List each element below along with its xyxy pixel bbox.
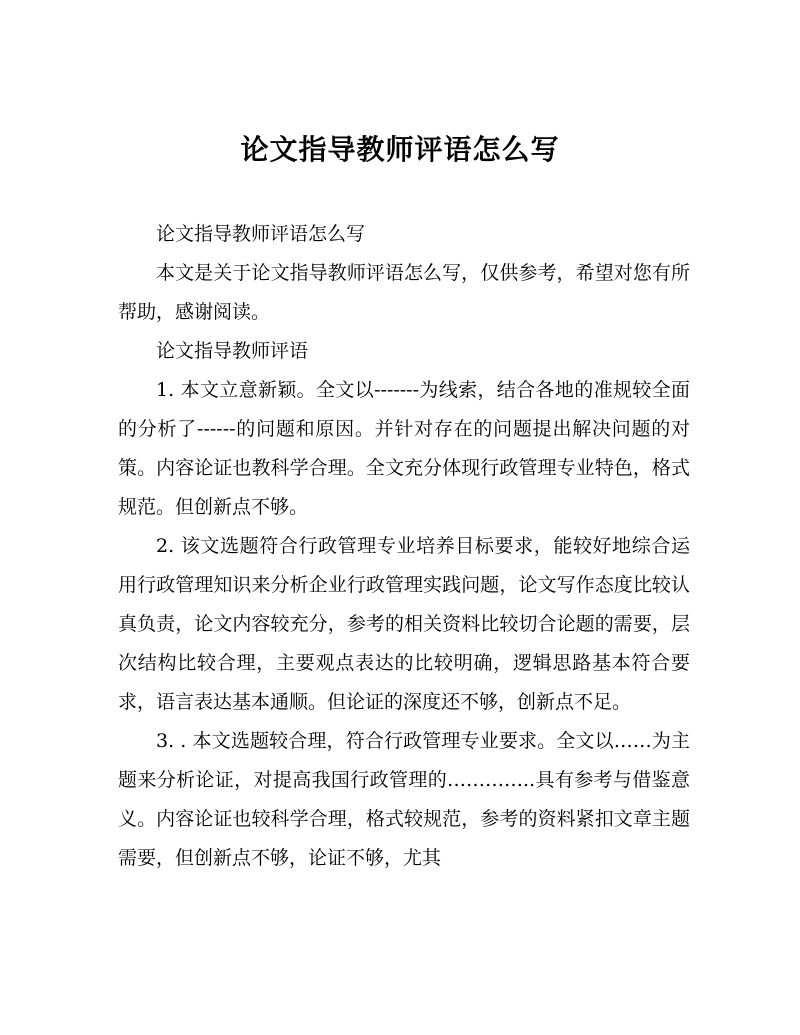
paragraph-item-2: 2. 该文选题符合行政管理专业培养目标要求，能较好地综合运用行政管理知识来分析企业行政管理实践问题，论文写作态度比较认真负责，论文内容较充分，参考的相关资料比较切合论题的需要，层次结构比较合理，主要观点表达的比较明确，逻辑思路基本符合要求，语言表达基本通顺。但论证的深度还不够，创新点不足。 — [118, 535, 690, 713]
paragraph-intro: 本文是关于论文指导教师评语怎么写，仅供参考，希望对您有所帮助，感谢阅读。 — [118, 262, 690, 323]
document-title: 论文指导教师评语怎么写 — [240, 133, 560, 166]
paragraph-heading-repeat: 论文指导教师评语怎么写 — [156, 223, 366, 245]
paragraph-section-heading: 论文指导教师评语 — [156, 340, 309, 362]
paragraph-item-3: 3. . 本文选题较合理，符合行政管理专业要求。全文以……为主题来分析论证，对提高我国行政管理的…………..具有参考与借鉴意义。内容论证也较科学合理，格式较规范，参考的资料紧扣文章主题需要，但创新点不够，论证不够，尤其 — [118, 730, 690, 869]
paragraph-item-1: 1. 本文立意新颖。全文以-------为线索，结合各地的准规较全面的分析了------的问题和原因。并针对存在的问题提出解决问题的对策。内容论证也教科学合理。全文充分体现行政管理专业特色，格式规范。但创新点不够。 — [118, 379, 690, 518]
document-body — [118, 215, 690, 878]
